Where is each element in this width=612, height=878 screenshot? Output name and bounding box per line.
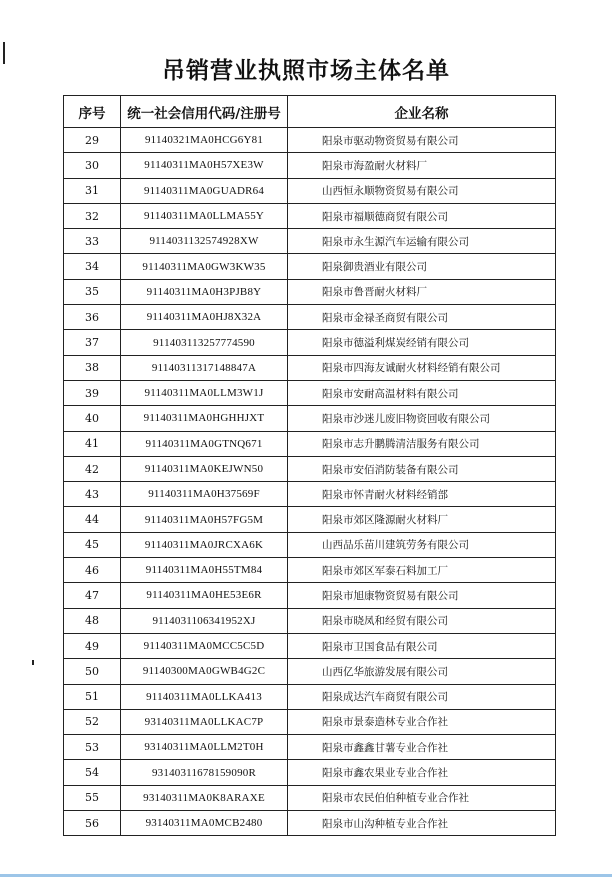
row-number: 49: [64, 633, 121, 658]
row-number: 35: [64, 279, 121, 304]
row-company-name: 阳泉市志升鹏腾清洁服务有限公司: [288, 431, 556, 456]
table-header-row: [64, 96, 556, 128]
table-row: [64, 128, 556, 153]
row-number: 51: [64, 684, 121, 709]
table-row: [64, 811, 556, 836]
row-company-name: 山西亿华旅游发展有限公司: [288, 659, 556, 684]
row-company-name: 阳泉市山沟种植专业合作社: [288, 811, 556, 836]
table-row: [64, 684, 556, 709]
table-row: [64, 355, 556, 380]
row-number: 52: [64, 709, 121, 734]
row-credit-code: 911403113257774590: [121, 330, 288, 355]
row-number: 50: [64, 659, 121, 684]
page-edge-line: [0, 874, 612, 877]
row-number: 54: [64, 760, 121, 785]
row-company-name: 阳泉市怀青耐火材料经销部: [288, 482, 556, 507]
row-company-name: 阳泉市农民伯伯种植专业合作社: [288, 785, 556, 810]
row-number: 38: [64, 355, 121, 380]
row-number: 30: [64, 153, 121, 178]
row-company-name: 阳泉市安佰消防装备有限公司: [288, 456, 556, 481]
table-row: [64, 153, 556, 178]
table-row: [64, 785, 556, 810]
row-credit-code: 93140311MA0LLM2T0H: [121, 735, 288, 760]
table-row: [64, 431, 556, 456]
row-number: 53: [64, 735, 121, 760]
row-company-name: 阳泉市安耐高温材料有限公司: [288, 380, 556, 405]
row-number: 46: [64, 558, 121, 583]
row-credit-code: 91140311MA0JRCXA6K: [121, 532, 288, 557]
table-row: [64, 330, 556, 355]
row-company-name: 阳泉市永生源汽车运输有限公司: [288, 229, 556, 254]
header-no: 序号: [64, 96, 121, 128]
row-company-name: 阳泉御贵酒业有限公司: [288, 254, 556, 279]
table-row: [64, 380, 556, 405]
company-list-table: [63, 95, 556, 836]
row-credit-code: 91140321MA0HCG6Y81: [121, 128, 288, 153]
row-number: 47: [64, 583, 121, 608]
table-row: [64, 406, 556, 431]
row-company-name: 阳泉成达汽车商贸有限公司: [288, 684, 556, 709]
row-number: 55: [64, 785, 121, 810]
table-row: [64, 558, 556, 583]
row-company-name: 山西品乐苗川建筑劳务有限公司: [288, 532, 556, 557]
table-row: [64, 709, 556, 734]
row-number: 37: [64, 330, 121, 355]
row-company-name: 阳泉市鑫鑫甘薯专业合作社: [288, 735, 556, 760]
table-row: [64, 456, 556, 481]
row-credit-code: 91140311MA0GTNQ671: [121, 431, 288, 456]
row-number: 34: [64, 254, 121, 279]
row-company-name: 阳泉市金禄圣商贸有限公司: [288, 305, 556, 330]
table-row: [64, 203, 556, 228]
table-row: [64, 608, 556, 633]
row-credit-code: 91140311MA0GUADR64: [121, 178, 288, 203]
row-number: 40: [64, 406, 121, 431]
row-credit-code: 93140311MA0MCB2480: [121, 811, 288, 836]
row-company-name: 山西恒永顺物资贸易有限公司: [288, 178, 556, 203]
row-number: 31: [64, 178, 121, 203]
row-number: 43: [64, 482, 121, 507]
row-company-name: 阳泉市海盈耐火材料厂: [288, 153, 556, 178]
table-row: [64, 482, 556, 507]
row-credit-code: 9114031106341952XJ: [121, 608, 288, 633]
table-row: [64, 659, 556, 684]
table-row: [64, 229, 556, 254]
row-credit-code: 91140311MA0LLKA413: [121, 684, 288, 709]
row-credit-code: 91140311MA0GW3KW35: [121, 254, 288, 279]
table-row: [64, 633, 556, 658]
row-company-name: 阳泉市鑫农果业专业合作社: [288, 760, 556, 785]
row-company-name: 阳泉市晓凤和经贸有限公司: [288, 608, 556, 633]
row-credit-code: 91140311MA0H57XE3W: [121, 153, 288, 178]
row-number: 33: [64, 229, 121, 254]
row-number: 44: [64, 507, 121, 532]
row-credit-code: 91140311MA0KEJWN50: [121, 456, 288, 481]
row-credit-code: 91140311MA0MCC5C5D: [121, 633, 288, 658]
row-number: 41: [64, 431, 121, 456]
row-company-name: 阳泉市郊区隆源耐火材料厂: [288, 507, 556, 532]
row-credit-code: 91140311MA0HE53E6R: [121, 583, 288, 608]
row-number: 36: [64, 305, 121, 330]
row-number: 29: [64, 128, 121, 153]
row-company-name: 阳泉市郊区军泰石料加工厂: [288, 558, 556, 583]
row-credit-code: 93140311MA0LLKAC7P: [121, 709, 288, 734]
row-credit-code: 93140311MA0K8ARAXE: [121, 785, 288, 810]
row-company-name: 阳泉市德溢利煤炭经销有限公司: [288, 330, 556, 355]
table-row: [64, 178, 556, 203]
row-credit-code: 9114031132574928XW: [121, 229, 288, 254]
row-company-name: 阳泉市驱动物资贸易有限公司: [288, 128, 556, 153]
row-credit-code: 91140311MA0LLMA55Y: [121, 203, 288, 228]
row-number: 42: [64, 456, 121, 481]
row-company-name: 阳泉市四海友诚耐火材料经销有限公司: [288, 355, 556, 380]
row-company-name: 阳泉市旭康物资贸易有限公司: [288, 583, 556, 608]
row-credit-code: 91140311MA0LLM3W1J: [121, 380, 288, 405]
row-company-name: 阳泉市福顺德商贸有限公司: [288, 203, 556, 228]
row-credit-code: 91140311MA0HGHHJXT: [121, 406, 288, 431]
row-company-name: 阳泉市鲁晋耐火材料厂: [288, 279, 556, 304]
header-code: 统一社会信用代码/注册号: [121, 96, 288, 128]
header-name: 企业名称: [288, 96, 556, 128]
table-row: [64, 507, 556, 532]
row-credit-code: 91140311MA0H55TM84: [121, 558, 288, 583]
row-credit-code: 91140311317148847A: [121, 355, 288, 380]
row-number: 48: [64, 608, 121, 633]
row-credit-code: 93140311678159090R: [121, 760, 288, 785]
table-row: [64, 760, 556, 785]
table-row: [64, 279, 556, 304]
row-number: 32: [64, 203, 121, 228]
table-row: [64, 254, 556, 279]
row-number: 45: [64, 532, 121, 557]
row-credit-code: 91140311MA0HJ8X32A: [121, 305, 288, 330]
binding-mark: [32, 660, 34, 665]
row-company-name: 阳泉市景泰造林专业合作社: [288, 709, 556, 734]
row-credit-code: 91140300MA0GWB4G2C: [121, 659, 288, 684]
row-credit-code: 91140311MA0H57FG5M: [121, 507, 288, 532]
row-company-name: 阳泉市卫国食品有限公司: [288, 633, 556, 658]
row-credit-code: 91140311MA0H3PJB8Y: [121, 279, 288, 304]
document-title: 吊销营业执照市场主体名单: [162, 58, 450, 84]
table-row: [64, 532, 556, 557]
table-row: [64, 305, 556, 330]
row-credit-code: 91140311MA0H37569F: [121, 482, 288, 507]
row-number: 39: [64, 380, 121, 405]
row-company-name: 阳泉市沙迷儿废旧物资回收有限公司: [288, 406, 556, 431]
row-number: 56: [64, 811, 121, 836]
table-row: [64, 735, 556, 760]
table-row: [64, 583, 556, 608]
